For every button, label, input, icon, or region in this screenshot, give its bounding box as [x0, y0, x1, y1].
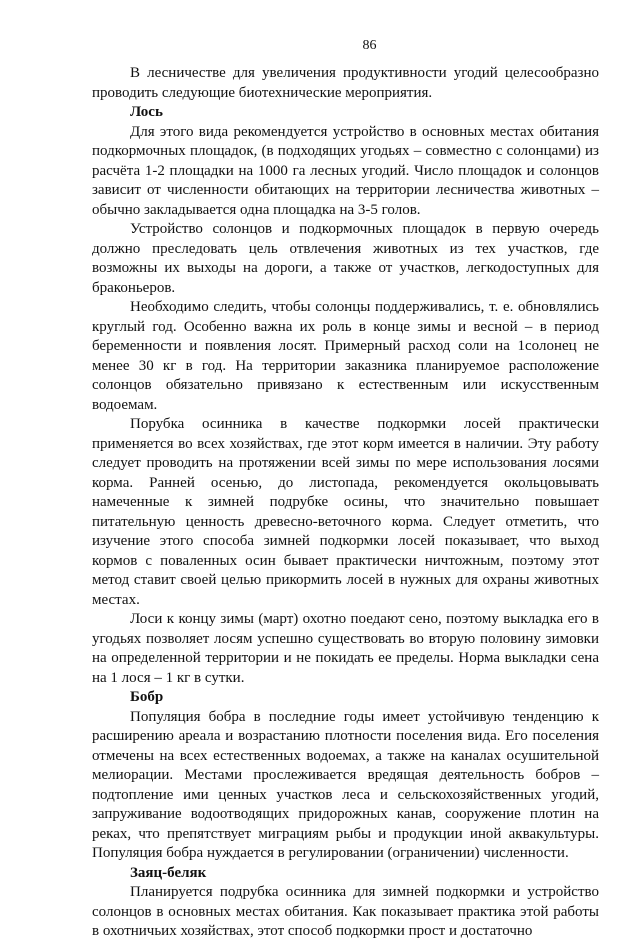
intro-paragraph: В лесничестве для увеличения продуктивности угодий целесообразно проводить следующие биотехнические мероприятия. [92, 65, 599, 101]
section-heading-beaver: Бобр [130, 689, 164, 705]
page-number: 86 [362, 38, 377, 53]
elk-paragraph-4: Порубка осинника в качестве подкормки лосей практически применяется во всех хозяйствах, где этот корм имеется в наличии. Эту работу следует проводить на протяжении всей зимы по мере использования лосями корма. Ранней осенью, до листопада, рекомендуется окольцовывать намеченные к зимней подрубке осины, что значительно повышает питательную ценность древесно-веточного корма. Следует отметить, что изучение этого способа зимней подкормки лосей показывает, что выход кормов с поваленных осин бывает практически ничтожным, поэтому этот метод ставит своей целью прикормить лосей в нужных для охраны животных местах. [92, 416, 599, 608]
elk-paragraph-3: Необходимо следить, чтобы солонцы поддерживались, т. е. обновлялись круглый год. Особенно важна их роль в конце зимы и весной – в период беременности и появления лосят. Примерный расход соли на 1солонец не менее 30 кг в год. На территории заказника планируемое расположение солонцов обязательно привязано к естественным или искусственным водоемам. [92, 299, 599, 413]
beaver-paragraph-1: Популяция бобра в последние годы имеет устойчивую тенденцию к расширению ареала и возрастанию плотности поселения вида. Его поселения отмечены на всех естественных водоемах, а также на каналах осушительной мелиорации. Местами прослеживается вредящая деятельность бобров – подтопление ими ценных участков леса и сельскохозяйственных угодий, запруживание водоотводящих придорожных канав, сооружение плотин на реках, что препятствует миграциям рыбы и продукции иной аквакультуры. Популяция бобра нуждается в регулировании (ограничении) численности. [92, 708, 599, 861]
section-heading-hare: Заяц-беляк [130, 864, 207, 881]
hare-paragraph-1: Планируется подрубка осинника для зимней подкормки и устройство солонцов в основных местах обитания. Как показывает практика этой работы в охотничьих хозяйствах, этот способ подкормки прост и достаточно [92, 884, 599, 939]
elk-paragraph-2: Устройство солонцов и подкормочных площадок в первую очередь должно преследовать цель отвлечения животных из тех участков, где возможны их выходы на дороги, а также от участков, легкодоступных для браконьеров. [92, 221, 599, 296]
section-heading-elk: Лось [130, 104, 163, 120]
elk-paragraph-1: Для этого вида рекомендуется устройство в основных местах обитания подкормочных площадок, (в подходящих угодьях – совместно с солонцами) из расчёта 1-2 площадки на 1000 га лесных угодий. Число площадок и солонцов зависит от численности обитающих на территории лесничества животных – обычно закладывается одна площадка на 3-5 голов. [92, 123, 599, 218]
elk-paragraph-5: Лоси к концу зимы (март) охотно поедают сено, поэтому выкладка его в угодьях позволяет лосям успешно существовать во вторую половину зимовки на определенной территории и не покидать ее пределы. Норма выкладки сена на 1 лося – 1 кг в сутки. [92, 611, 599, 686]
